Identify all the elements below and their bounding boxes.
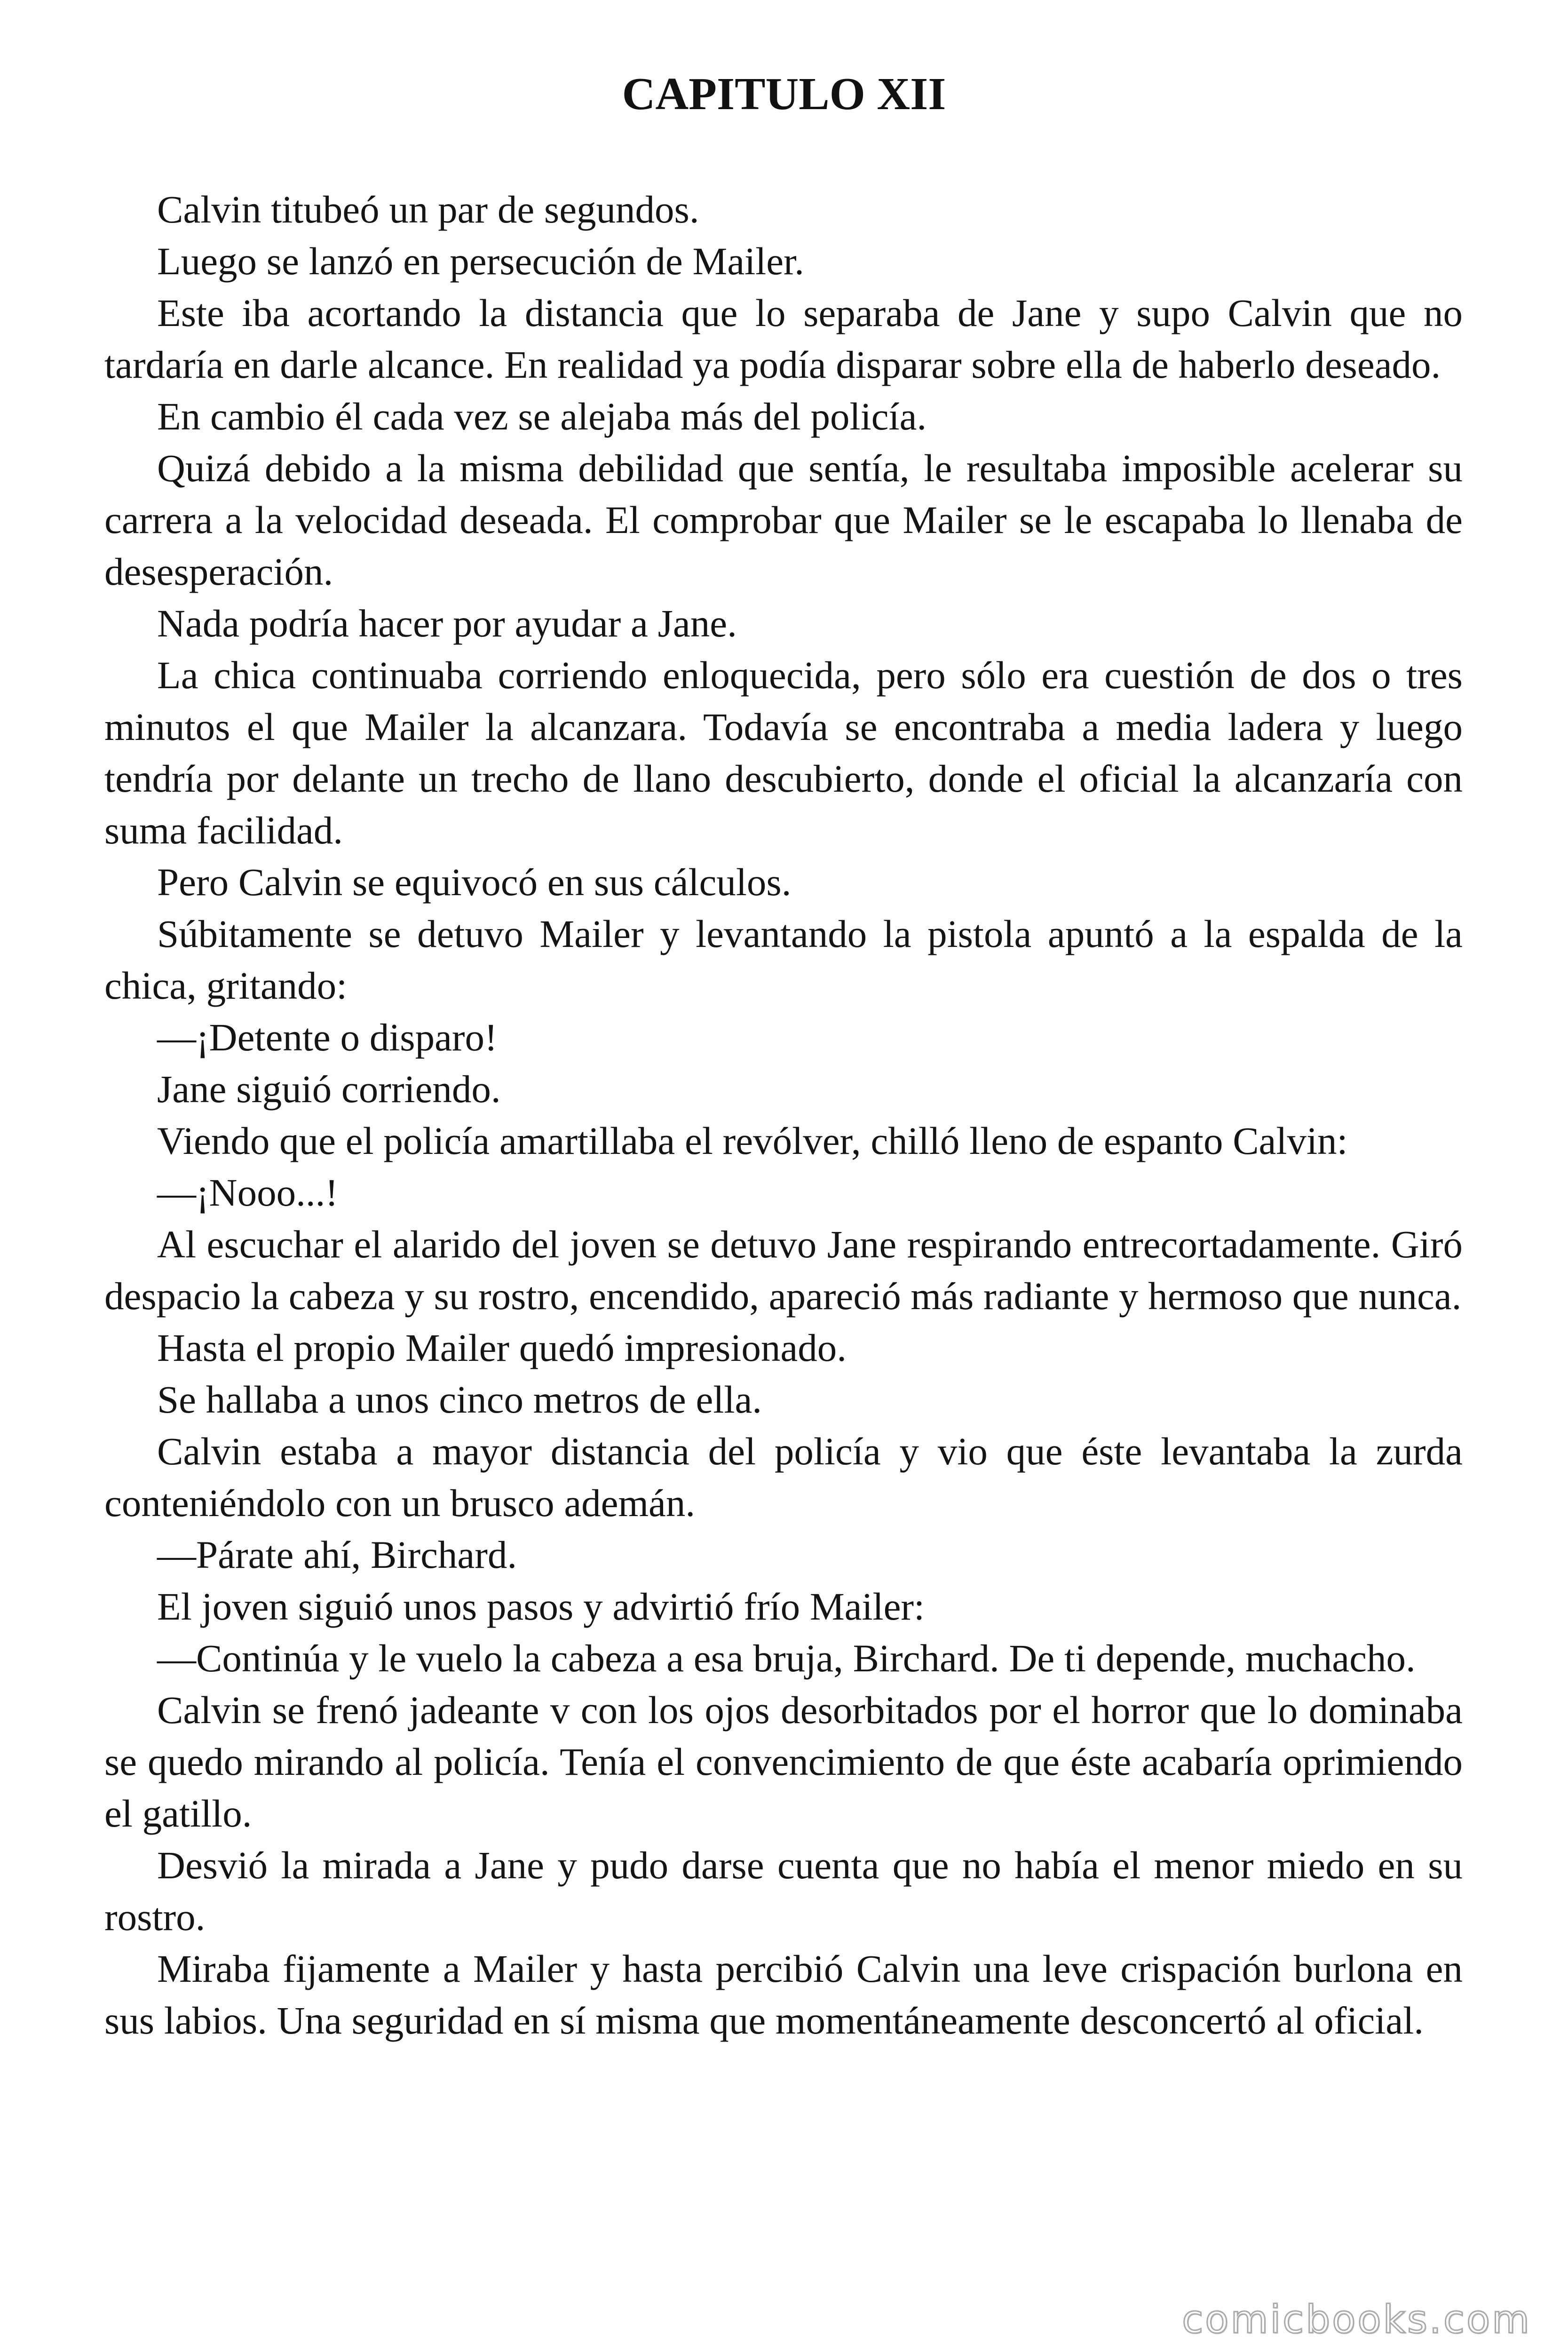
dialogue-paragraph: —Continúa y le vuelo la cabeza a esa bruja, Birchard. De ti depende, muchacho. — [157, 1637, 1416, 1680]
dialogue-paragraph: —¡Detente o disparo! — [157, 1016, 498, 1059]
chapter-body — [104, 183, 1463, 2046]
dialogue-paragraph: —¡Nooo...! — [157, 1171, 338, 1214]
paragraph: Al escuchar el alarido del joven se detuvo Jane respirando entrecortadamente. Giró despacio la cabeza y su rostro, encendido, apareció más radiante y hermoso que nunca. — [104, 1223, 1463, 1318]
paragraph: Calvin se frenó jadeante v con los ojos desorbitados por el horror que lo dominaba se quedo mirando al policía. Tenía el convencimiento de que éste acabaría oprimiendo el gatillo. — [104, 1688, 1463, 1835]
paragraph: Se hallaba a unos cinco metros de ella. — [157, 1378, 762, 1421]
paragraph: Súbitamente se detuvo Mailer y levantando la pistola apuntó a la espalda de la chica, gritando: — [104, 912, 1463, 1007]
watermark: comicbooks.com — [1182, 2297, 1531, 2342]
dialogue-paragraph: —Párate ahí, Birchard. — [157, 1533, 517, 1576]
paragraph: Desvió la mirada a Jane y pudo darse cuenta que no había el menor miedo en su rostro. — [104, 1843, 1463, 1939]
paragraph: Este iba acortando la distancia que lo separaba de Jane y supo Calvin que no tardaría en darle alcance. En realidad ya podía disparar sobre ella de haberlo deseado. — [104, 291, 1463, 386]
paragraph: En cambio él cada vez se alejaba más del policía. — [157, 395, 927, 438]
paragraph: Quizá debido a la misma debilidad que sentía, le resultaba imposible acelerar su carrera a la velocidad deseada. El comprobar que Mailer se le escapaba lo llenaba de desesperación. — [104, 446, 1463, 593]
paragraph: Calvin estaba a mayor distancia del policía y vio que éste levantaba la zurda conteniéndolo con un brusco ademán. — [104, 1430, 1463, 1525]
paragraph: El joven siguió unos pasos y advirtió frío Mailer: — [157, 1585, 925, 1628]
paragraph: Calvin titubeó un par de segundos. — [157, 188, 699, 231]
paragraph: Nada podría hacer por ayudar a Jane. — [157, 602, 737, 645]
paragraph: Viendo que el policía amartillaba el revólver, chilló lleno de espanto Calvin: — [157, 1119, 1348, 1162]
paragraph: La chica continuaba corriendo enloquecida, pero sólo era cuestión de dos o tres minutos el que Mailer la alcanzara. Todavía se encontraba a media ladera y luego tendría por delante un trecho de llano descubierto, donde el oficial la alcanzaría con suma facilidad. — [104, 653, 1463, 852]
paragraph: Miraba fijamente a Mailer y hasta percibió Calvin una leve crispación burlona en sus labios. Una seguridad en sí misma que momentáneamente desconcertó al oficial. — [104, 1947, 1463, 2042]
paragraph: Pero Calvin se equivocó en sus cálculos. — [157, 860, 792, 904]
paragraph: Hasta el propio Mailer quedó impresionado. — [157, 1326, 847, 1369]
paragraph: Jane siguió corriendo. — [157, 1067, 501, 1111]
chapter-title: CAPITULO XII — [622, 69, 946, 119]
paragraph: Luego se lanzó en persecución de Mailer. — [157, 239, 804, 283]
